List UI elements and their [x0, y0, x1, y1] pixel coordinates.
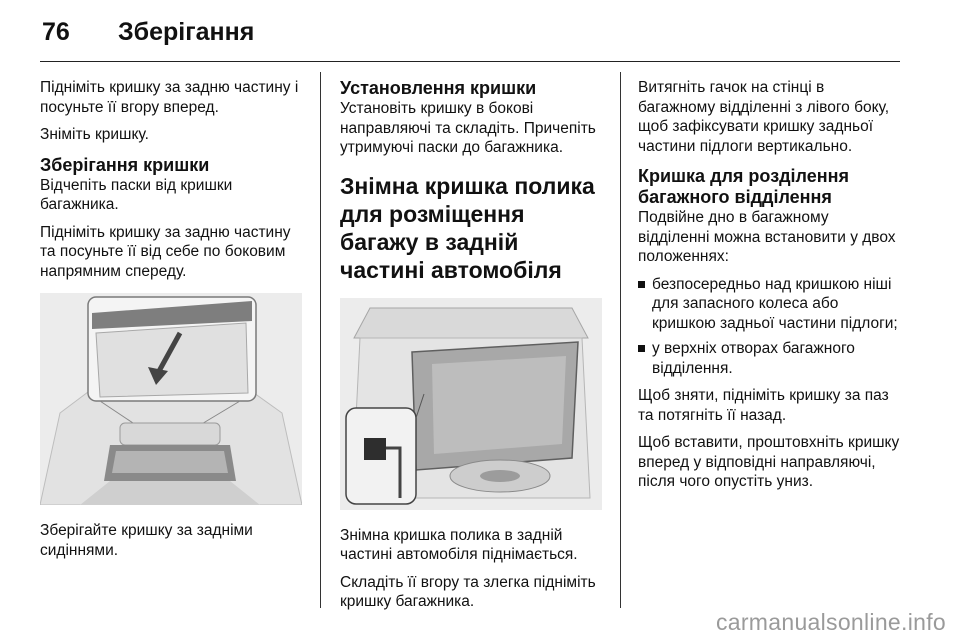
paragraph: Підніміть кришку за задню частину і посуньте її вгору вперед.: [40, 79, 299, 116]
list-item: у верхніх отворах багажного відділення.: [638, 339, 903, 378]
section-heading-storage: Зберігання кришки: [40, 154, 210, 175]
figure-caption: Зберігайте кришку за задніми сидіннями.: [40, 522, 253, 559]
floor-cover-illustration: [340, 298, 602, 510]
page-header: [0, 0, 960, 62]
page-number: 76: [42, 18, 70, 46]
paragraph: Відчепіть паски від кришки багажника.: [40, 176, 233, 213]
watermark: carmanualsonline.info: [715, 609, 946, 635]
section-heading-install: Установлення кришки: [340, 78, 537, 98]
list-item: безпосередньо над кришкою ніші для запасного колеса або кришкою задньої частини підлоги;: [638, 275, 903, 334]
paragraph: Щоб зняти, підніміть кришку за паз та потягніть її назад.: [638, 387, 889, 424]
paragraph: Установіть кришку в бокові направляючі та складіть. Причепіть утримуючі паски до багажника.: [340, 100, 596, 156]
column-2: [340, 78, 605, 620]
paragraph: Зніміть кришку.: [40, 126, 149, 143]
column-divider-1: [320, 72, 321, 608]
column-1: [40, 78, 302, 568]
paragraph: Підніміть кришку за задню частину та посуньте її від себе по боковим напрямним спереду.: [40, 223, 291, 280]
bullet-square-icon: [638, 281, 645, 288]
paragraph: Подвійне дно в багажному відділенні можна встановити у двох положеннях:: [638, 209, 896, 265]
bullet-square-icon: [638, 345, 645, 352]
paragraph: Знімна кришка полика в задній частині автомобіля піднімається.: [340, 526, 578, 563]
column-divider-2: [620, 72, 621, 608]
paragraph: Щоб вставити, проштовхніть кришку вперед у відповідні направляючі, після чого опустіть униз.: [638, 434, 900, 490]
section-heading-floor-cover: Знімна кришка полика для розміщення багажу в задній частині автомобіля: [340, 172, 595, 283]
header-rule: [40, 61, 900, 62]
section-heading-divider: Кришка для розділення багажного відділення: [638, 166, 850, 207]
paragraph: Складіть її вгору та злегка підніміть кришку багажника.: [340, 573, 596, 610]
cover-storage-illustration: [40, 293, 302, 505]
bullet-list: [638, 275, 903, 379]
paragraph: Витягніть гачок на стінці в багажному відділенні з лівого боку, щоб зафіксувати кришку задньої частини підлоги вертикально.: [638, 79, 890, 155]
page-title: Зберігання: [118, 18, 255, 46]
column-3: [638, 78, 903, 500]
